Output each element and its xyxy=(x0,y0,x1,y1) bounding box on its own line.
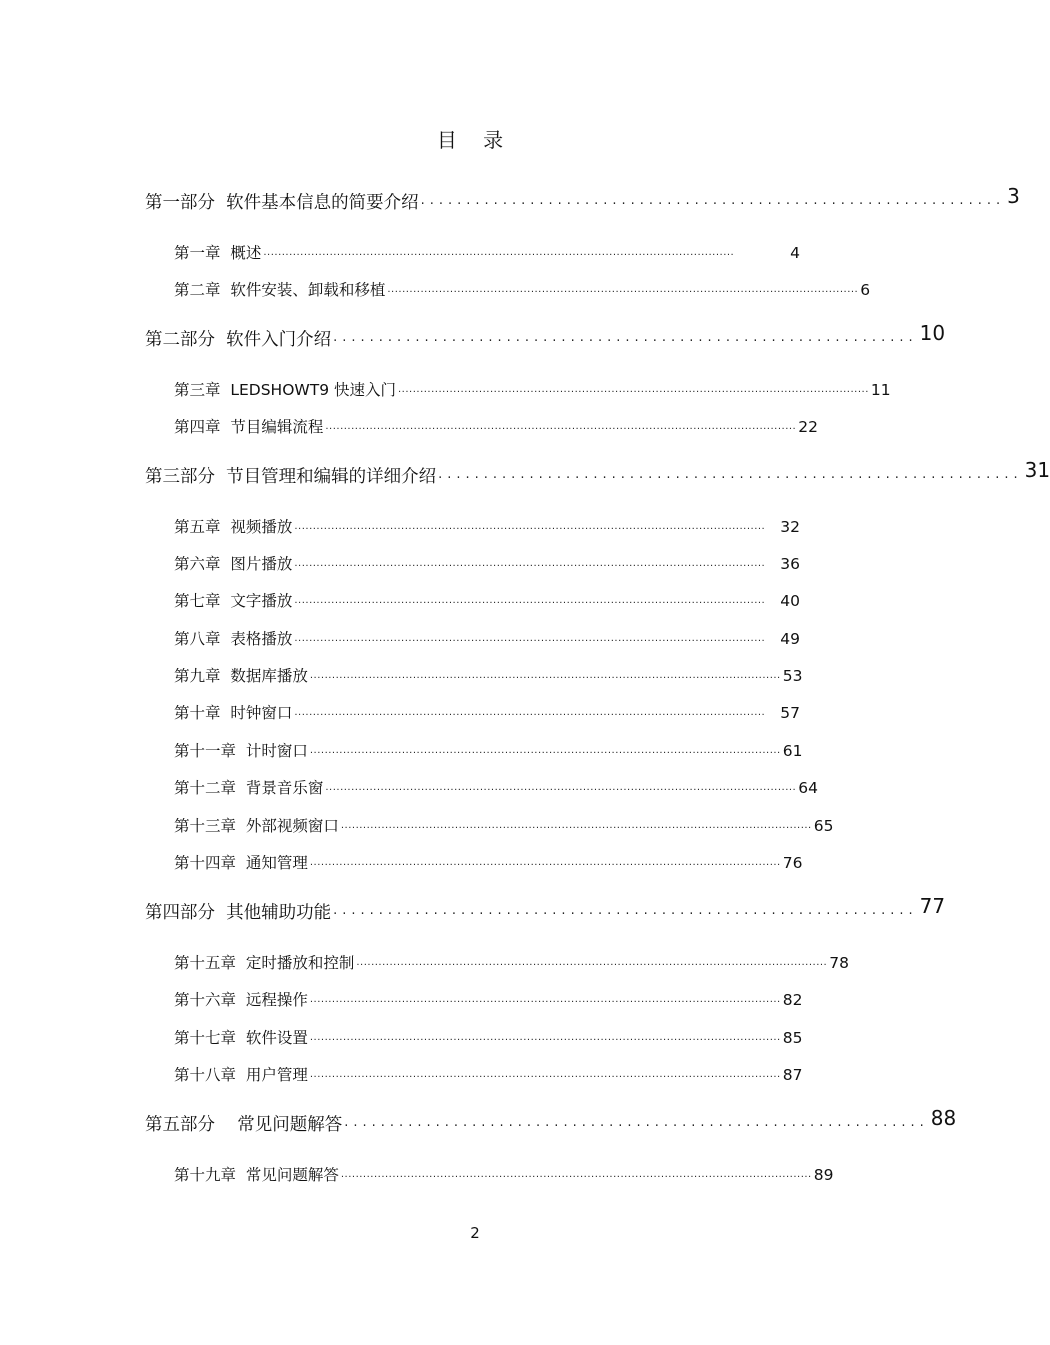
dot-leader: ································································································································ xyxy=(309,1035,781,1046)
toc-entry-page: 36 xyxy=(780,555,800,573)
toc-chapter-entry[interactable] xyxy=(174,1063,803,1085)
toc-entry-label: 第一部分 软件基本信息的简要介绍 xyxy=(145,193,419,213)
toc-part-entry[interactable] xyxy=(145,1106,957,1136)
toc-entry-label: 第四部分 其他辅助功能 xyxy=(145,903,332,923)
toc-chapter-entry[interactable] xyxy=(174,851,803,873)
dot-leader: ································································································································ xyxy=(309,860,781,871)
dot-leader: ································································································································ xyxy=(309,748,781,759)
toc-entry-page: 4 xyxy=(790,244,800,262)
toc-chapter-entry[interactable] xyxy=(174,951,849,973)
toc-title: 目 录 xyxy=(436,128,514,152)
dot-leader: ································································································································ xyxy=(263,250,735,261)
toc-chapter-entry[interactable] xyxy=(174,988,803,1010)
dot-leader: ································································ xyxy=(344,1119,929,1134)
toc-entry-page: 6 xyxy=(860,281,871,299)
dot-leader: ································································································································ xyxy=(294,524,766,535)
toc-entry-label: 第六章 图片播放 xyxy=(174,555,293,573)
dot-leader: ································································ xyxy=(420,197,1006,212)
toc-entry-page: 88 xyxy=(930,1106,957,1130)
toc-entry-label: 第十八章 用户管理 xyxy=(174,1066,308,1084)
dot-leader: ································································································································ xyxy=(340,823,812,834)
toc-entry-page: 87 xyxy=(782,1066,803,1084)
toc-entry-page: 65 xyxy=(813,817,834,835)
toc-entry-page: 40 xyxy=(780,592,800,610)
toc-chapter-entry[interactable] xyxy=(174,1163,834,1185)
toc-part-entry[interactable] xyxy=(145,184,1020,214)
toc-chapter-entry[interactable] xyxy=(174,627,800,649)
toc-chapter-entry[interactable] xyxy=(174,776,818,798)
toc-chapter-entry[interactable] xyxy=(174,739,803,761)
toc-entry-label: 第十九章 常见问题解答 xyxy=(174,1166,339,1184)
toc-entry-label: 第五章 视频播放 xyxy=(174,518,293,536)
page-number: 2 xyxy=(470,1224,480,1242)
dot-leader: ································································································································ xyxy=(309,997,781,1008)
toc-entry-label: 第十四章 通知管理 xyxy=(174,854,308,872)
dot-leader: ································································································································ xyxy=(309,673,781,684)
toc-entry-page: 31 xyxy=(1024,458,1050,482)
toc-entry-label: 第三部分 节目管理和编辑的详细介绍 xyxy=(145,467,437,487)
dot-leader: ································································································································ xyxy=(398,387,869,398)
toc-chapter-entry[interactable] xyxy=(174,241,800,263)
dot-leader: ································································································································ xyxy=(294,561,766,572)
dot-leader: ································································································································ xyxy=(294,710,766,721)
toc-entry-page: 49 xyxy=(780,630,800,648)
toc-entry-label: 第一章 概述 xyxy=(174,244,262,262)
toc-chapter-entry[interactable] xyxy=(174,552,800,574)
dot-leader: ································································································································ xyxy=(387,287,859,298)
toc-part-entry[interactable] xyxy=(145,458,1050,488)
toc-entry-label: 第二部分 软件入门介绍 xyxy=(145,330,332,350)
toc-entry-page: 11 xyxy=(870,381,891,399)
dot-leader: ································································································································ xyxy=(294,636,766,647)
toc-entry-label: 第五部分 常见问题解答 xyxy=(145,1115,343,1135)
toc-entry-page: 77 xyxy=(919,894,946,918)
dot-leader: ································································································································ xyxy=(325,785,797,796)
toc-entry-label: 第十三章 外部视频窗口 xyxy=(174,817,339,835)
dot-leader: ································································································································ xyxy=(325,424,797,435)
dot-leader: ································································································································ xyxy=(356,960,828,971)
toc-entry-label: 第十七章 软件设置 xyxy=(174,1029,308,1047)
toc-entry-label: 第十一章 计时窗口 xyxy=(174,742,308,760)
toc-entry-page: 89 xyxy=(813,1166,834,1184)
toc-entry-label: 第三章 LEDSHOWT9 快速入门 xyxy=(174,381,396,399)
toc-entry-label: 第四章 节目编辑流程 xyxy=(174,418,324,436)
toc-entry-label: 第十六章 远程操作 xyxy=(174,991,308,1009)
toc-chapter-entry[interactable] xyxy=(174,278,871,300)
toc-entry-page: 22 xyxy=(798,418,818,436)
toc-chapter-entry[interactable] xyxy=(174,664,803,686)
toc-chapter-entry[interactable] xyxy=(174,378,891,400)
dot-leader: ································································································································ xyxy=(340,1172,812,1183)
toc-entry-label: 第七章 文字播放 xyxy=(174,592,293,610)
toc-entry-page: 10 xyxy=(919,321,946,345)
toc-entry-page: 3 xyxy=(1007,184,1020,208)
toc-entry-page: 32 xyxy=(780,518,800,536)
toc-entry-page: 57 xyxy=(780,704,800,722)
toc-entry-page: 85 xyxy=(782,1029,803,1047)
toc-chapter-entry[interactable] xyxy=(174,515,800,537)
toc-entry-label: 第八章 表格播放 xyxy=(174,630,293,648)
toc-entry-label: 第十章 时钟窗口 xyxy=(174,704,293,722)
toc-part-entry[interactable] xyxy=(145,894,946,924)
dot-leader: ································································ xyxy=(333,907,918,922)
dot-leader: ································································································································ xyxy=(294,598,766,609)
toc-chapter-entry[interactable] xyxy=(174,415,818,437)
toc-entry-page: 82 xyxy=(782,991,803,1009)
toc-entry-label: 第十二章 背景音乐窗 xyxy=(174,779,324,797)
toc-entry-page: 64 xyxy=(798,779,818,797)
toc-chapter-entry[interactable] xyxy=(174,814,834,836)
toc-entry-label: 第十五章 定时播放和控制 xyxy=(174,954,355,972)
toc-entry-page: 53 xyxy=(782,667,803,685)
toc-chapter-entry[interactable] xyxy=(174,589,800,611)
toc-chapter-entry[interactable] xyxy=(174,701,800,723)
dot-leader: ································································ xyxy=(333,334,918,349)
toc-entry-label: 第二章 软件安装、卸载和移植 xyxy=(174,281,386,299)
toc-part-entry[interactable] xyxy=(145,321,946,351)
toc-chapter-entry[interactable] xyxy=(174,1026,803,1048)
toc-entry-page: 78 xyxy=(829,954,849,972)
dot-leader: ································································ xyxy=(438,471,1023,486)
dot-leader: ································································································································ xyxy=(309,1072,781,1083)
toc-entry-page: 76 xyxy=(782,854,803,872)
toc-entry-label: 第九章 数据库播放 xyxy=(174,667,308,685)
toc-entry-page: 61 xyxy=(782,742,803,760)
